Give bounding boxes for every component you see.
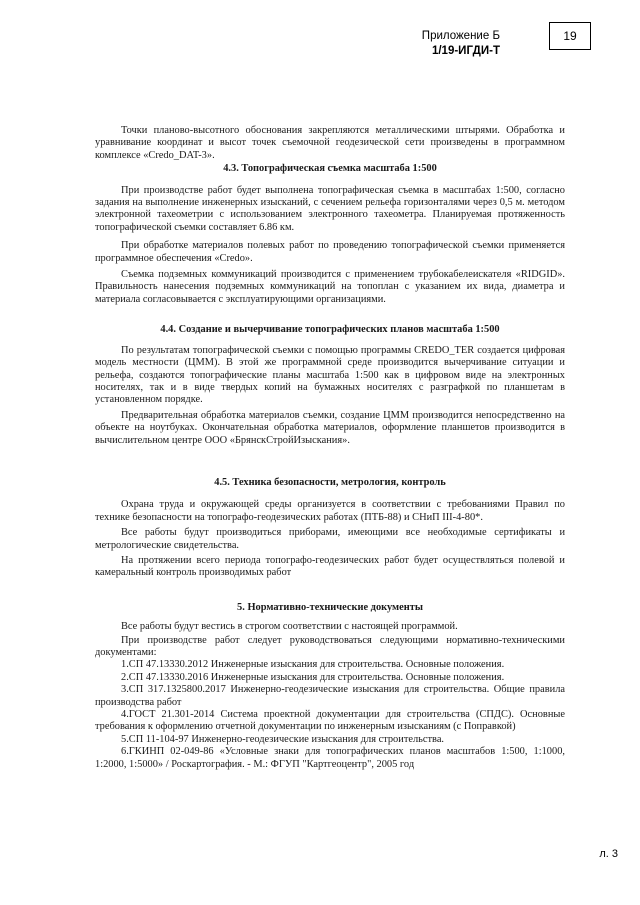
paragraph-4-3-1: При производстве работ будет выполнена топографическая съемка в масштабах 1:500, согласно задания на выполнение инженерных изысканий, с сечением рельефа горизонталями через 0,5 м. методом электронной тахеометрии с использованием электронного тахеометра. Планируемая протяженность топографической съемки составляет 6.86 км. bbox=[95, 184, 565, 233]
document-list-item: 4.ГОСТ 21.301-2014 Система проектной документации для строительства (СПДС). Основные требования к оформлению отчетной документации по инженерным изысканиям (с Поправкой) bbox=[95, 709, 565, 733]
heading-4-4: 4.4. Создание и вычерчивание топографических планов масштаба 1:500 bbox=[160, 324, 500, 336]
paragraph-4-4-2: Предварительная обработка материалов съемки, создание ЦММ производится непосредственно на объекте на ноутбуках. Окончательная обработка материалов, оформление планшетов производится в вычислительном центре ООО «БрянскСтройИзыскания». bbox=[95, 409, 565, 446]
heading-4-5: 4.5. Техника безопасности, метрология, контроль bbox=[214, 476, 446, 488]
document-list-item: 3.СП 317.1325800.2017 Инженерно-геодезические изыскания для строительства. Общие правила производства работ bbox=[95, 684, 565, 708]
page-number-box: 19 bbox=[549, 22, 591, 50]
paragraph-5-2: При производстве работ следует руководствоваться следующими нормативно-техническими документами: bbox=[95, 634, 565, 658]
paragraph-intro: Точки планово-высотного обоснования закрепляются металлическими штырями. Обработка и уравнивание координат и высот точек съемочной геодезической сети произведены в программном комплексе «Credo_DAT-3». bbox=[95, 125, 565, 161]
paragraph-4-3-3: Съемка подземных коммуникаций производится с применением трубокабелеискателя «RIDGID». Правильность нанесения подземных коммуникаций на топоплан с указанием их вида, диаметра и материала согласовывается с эксплуатирующими организациями. bbox=[95, 269, 565, 305]
paragraph-4-5-3: На протяжении всего периода топографо-геодезических работ будет осуществляться полевой и камеральный контроль производимых работ bbox=[95, 554, 565, 579]
document-list-item: 1.СП 47.13330.2012 Инженерные изыскания для строительства. Основные положения. bbox=[121, 659, 505, 671]
sheet-number: л. 3 bbox=[599, 848, 618, 860]
paragraph-4-5-1: Охрана труда и окружающей среды организуется в соответствии с требованиями Правил по технике безопасности на топографо-геодезических работах (ПТБ-88) и СНиП III-4-80*. bbox=[95, 499, 565, 523]
document-list-item: 5.СП 11-104-97 Инженерно-геодезические изыскания для строительства. bbox=[121, 733, 445, 745]
document-code: 1/19-ИГДИ-Т bbox=[431, 45, 500, 57]
paragraph-4-3-2: При обработке материалов полевых работ по проведению топографической съемки применяется программное обеспечения «Credo». bbox=[95, 240, 565, 264]
paragraph-4-5-2: Все работы будут производиться приборами, имеющими все необходимые сертификаты и метрологические свидетельства. bbox=[95, 527, 565, 551]
heading-5: 5. Нормативно-технические документы bbox=[237, 601, 423, 613]
heading-4-3: 4.3. Топографическая съемка масштаба 1:500 bbox=[223, 163, 437, 175]
appendix-label: Приложение Б bbox=[421, 30, 500, 42]
document-body bbox=[95, 125, 565, 771]
paragraph-5-1: Все работы будут вестись в строгом соответствии с настоящей программой. bbox=[121, 621, 458, 633]
document-list-item: 6.ГКИНП 02-049-86 «Условные знаки для топографических планов масштабов 1:500, 1:1000, 1:2000, 1:5000» / Роскартография. - М.: ФГУП "Картгеоцентр", 2005 год bbox=[95, 746, 565, 770]
paragraph-4-4-1: По результатам топографической съемки с помощью программы CREDO_TER создается цифровая модель местности (ЦММ). В этой же программной среде производится вычерчивание ситуации и рельефа, создаются топографические планы масштаба 1:500 как в цифровом виде на электронных носителях, так и в виде твердых копий на бумажных носителях с разграфкой по планшетам в установленном порядке. bbox=[95, 344, 565, 406]
document-list-item: 2.СП 47.13330.2016 Инженерные изыскания для строительства. Основные положения. bbox=[121, 671, 505, 683]
